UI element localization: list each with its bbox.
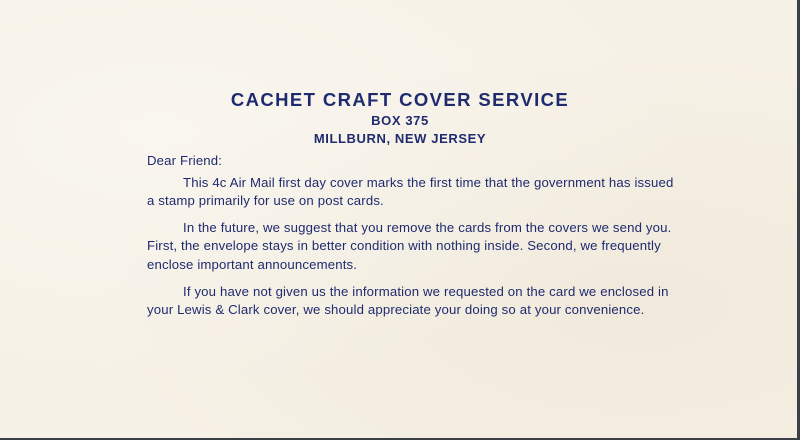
paragraph-first-day-cover: This 4c Air Mail first day cover marks the first time that the government has issued a stamp primarily for use on post cards. [147, 174, 674, 209]
city-state: MILLBURN, NEW JERSEY [313, 131, 487, 146]
paragraph-remove-cards: In the future, we suggest that you remove the cards from the covers we send you. First, the envelope stays in better condition with nothing inside. Second, we frequently enclose important announcements. [147, 219, 672, 272]
company-name: CACHET CRAFT COVER SERVICE [230, 89, 570, 110]
letterhead [0, 88, 800, 148]
box-number: BOX 375 [371, 113, 429, 128]
salutation: Dear Friend: [147, 153, 223, 168]
paragraph-information-request: If you have not given us the information we requested on the card we enclosed in your Lewis & Clark cover, we should appreciate your doing so at your convenience. [147, 283, 669, 318]
letter-body [147, 152, 677, 328]
